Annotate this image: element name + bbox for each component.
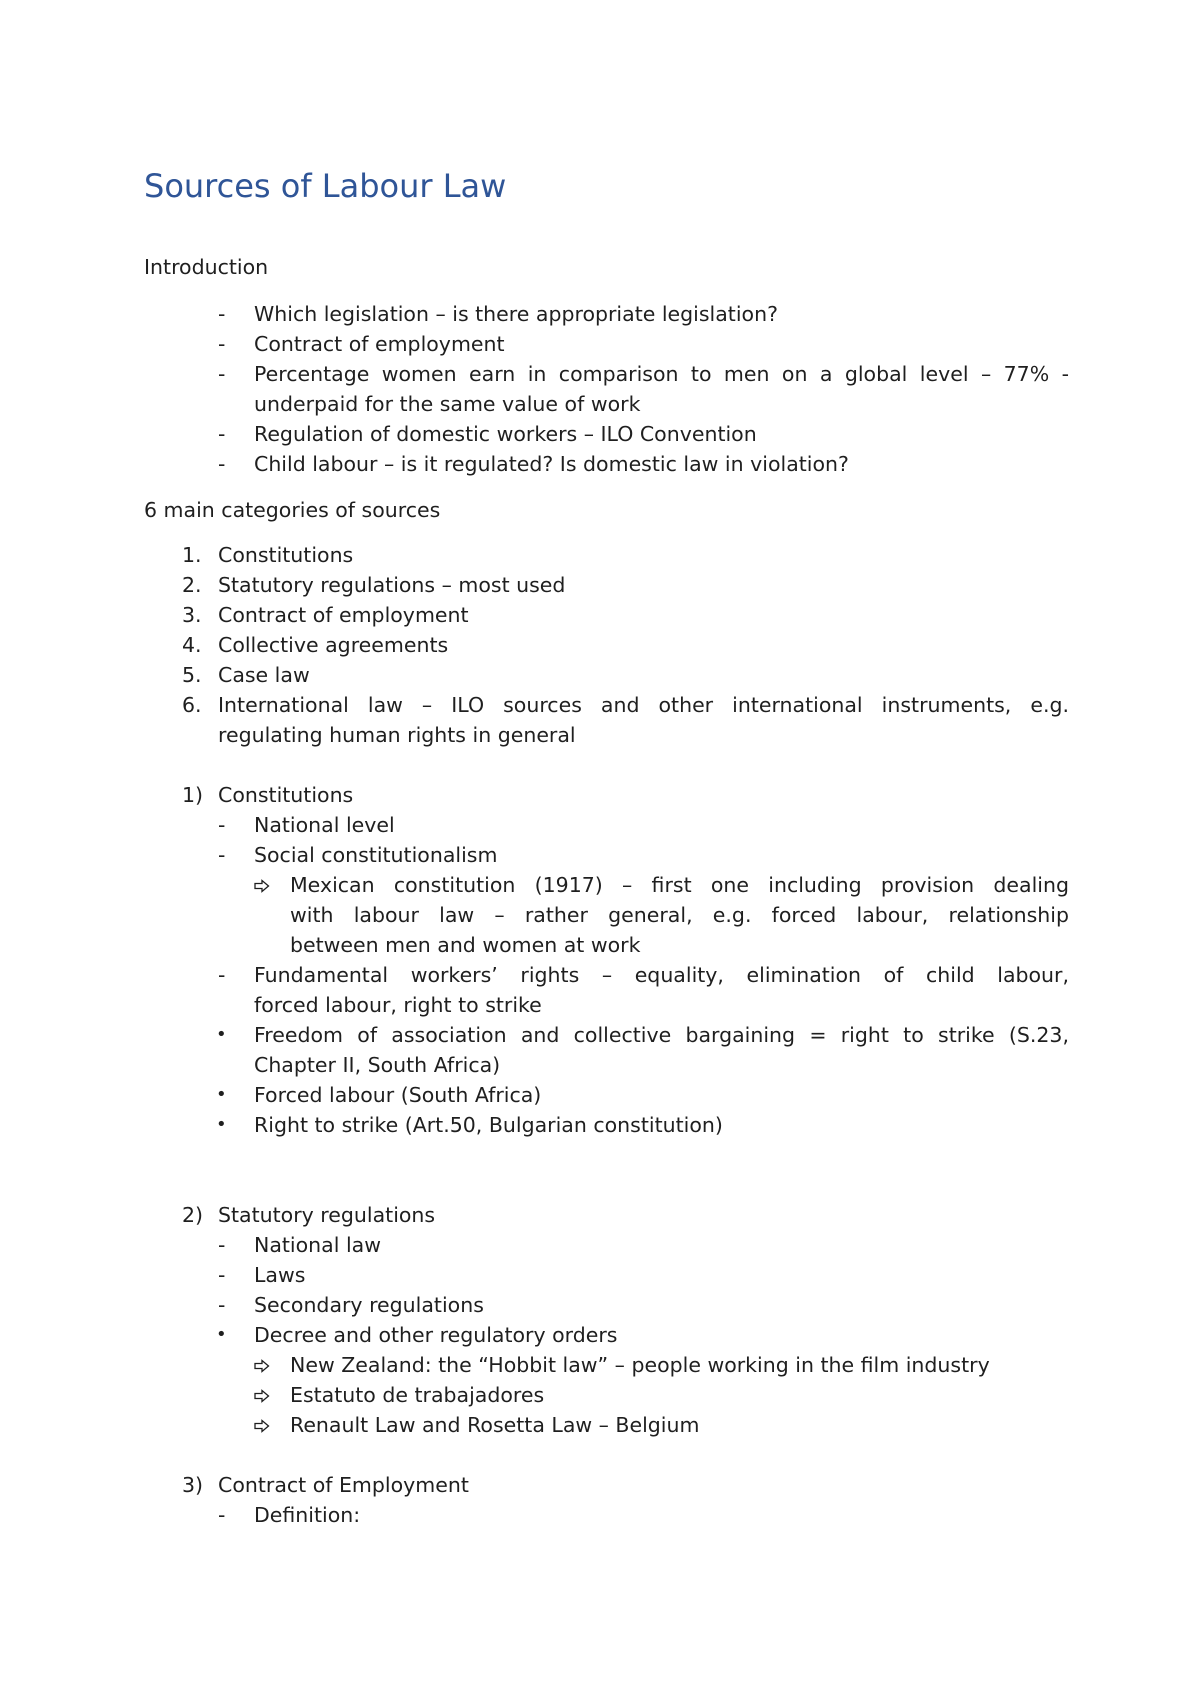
list-item-continued: forced labour, right to strike bbox=[254, 993, 542, 1017]
list-number: 2. bbox=[182, 573, 202, 597]
list-item: Estatuto de trabajadores bbox=[290, 1383, 545, 1407]
list-item: Renault Law and Rosetta Law – Belgium bbox=[290, 1413, 700, 1437]
dash-marker: - bbox=[218, 452, 226, 476]
section-heading: Constitutions bbox=[218, 783, 354, 807]
category-item: Statutory regulations – most used bbox=[218, 573, 566, 597]
categories-heading: 6 main categories of sources bbox=[144, 498, 441, 522]
category-item: International law – ILO sources and other international instruments, e.g. bbox=[218, 693, 1069, 717]
dash-marker: - bbox=[218, 332, 226, 356]
list-item: National law bbox=[254, 1233, 381, 1257]
list-item: Definition: bbox=[254, 1503, 361, 1527]
list-item: Laws bbox=[254, 1263, 306, 1287]
list-number: 5. bbox=[182, 663, 202, 687]
dash-marker: - bbox=[218, 422, 226, 446]
list-item: Fundamental workers’ rights – equality, elimination of child labour, bbox=[254, 963, 1069, 987]
intro-item: Percentage women earn in comparison to men on a global level – 77% - bbox=[254, 362, 1069, 386]
category-item: Contract of employment bbox=[218, 603, 469, 627]
dash-marker: - bbox=[218, 362, 226, 386]
list-item: Decree and other regulatory orders bbox=[254, 1323, 618, 1347]
dash-marker: - bbox=[218, 843, 226, 867]
page-title: Sources of Labour Law bbox=[144, 167, 507, 205]
intro-item-continued: underpaid for the same value of work bbox=[254, 392, 641, 416]
category-item-continued: regulating human rights in general bbox=[218, 723, 576, 747]
arrow-icon bbox=[254, 873, 270, 897]
list-item-continued: with labour law – rather general, e.g. forced labour, relationship bbox=[290, 903, 1069, 927]
list-item: New Zealand: the “Hobbit law” – people working in the film industry bbox=[290, 1353, 990, 1377]
section-number: 1) bbox=[182, 783, 204, 807]
list-item: Freedom of association and collective bargaining = right to strike (S.23, bbox=[254, 1023, 1069, 1047]
bullet-marker: • bbox=[216, 1024, 227, 1045]
arrow-icon bbox=[254, 1383, 270, 1407]
dash-marker: - bbox=[218, 813, 226, 837]
intro-item: Regulation of domestic workers – ILO Convention bbox=[254, 422, 757, 446]
bullet-marker: • bbox=[216, 1114, 227, 1135]
list-item: Right to strike (Art.50, Bulgarian constitution) bbox=[254, 1113, 723, 1137]
dash-marker: - bbox=[218, 963, 226, 987]
bullet-marker: • bbox=[216, 1324, 227, 1345]
intro-item: Child labour – is it regulated? Is domestic law in violation? bbox=[254, 452, 849, 476]
intro-item: Which legislation – is there appropriate legislation? bbox=[254, 302, 778, 326]
list-item: Mexican constitution (1917) – first one including provision dealing bbox=[290, 873, 1069, 897]
dash-marker: - bbox=[218, 302, 226, 326]
list-item-continued: Chapter II, South Africa) bbox=[254, 1053, 501, 1077]
dash-marker: - bbox=[218, 1503, 226, 1527]
intro-heading: Introduction bbox=[144, 255, 269, 279]
arrow-icon bbox=[254, 1413, 270, 1437]
list-item: Forced labour (South Africa) bbox=[254, 1083, 542, 1107]
section-number: 2) bbox=[182, 1203, 204, 1227]
section-heading: Contract of Employment bbox=[218, 1473, 469, 1497]
dash-marker: - bbox=[218, 1293, 226, 1317]
category-item: Case law bbox=[218, 663, 310, 687]
section-number: 3) bbox=[182, 1473, 204, 1497]
list-item: Secondary regulations bbox=[254, 1293, 484, 1317]
list-item: National level bbox=[254, 813, 395, 837]
list-number: 3. bbox=[182, 603, 202, 627]
intro-item: Contract of employment bbox=[254, 332, 505, 356]
section-heading: Statutory regulations bbox=[218, 1203, 436, 1227]
list-item: Social constitutionalism bbox=[254, 843, 498, 867]
list-number: 6. bbox=[182, 693, 202, 717]
bullet-marker: • bbox=[216, 1084, 227, 1105]
list-number: 1. bbox=[182, 543, 202, 567]
dash-marker: - bbox=[218, 1263, 226, 1287]
dash-marker: - bbox=[218, 1233, 226, 1257]
category-item: Collective agreements bbox=[218, 633, 449, 657]
list-number: 4. bbox=[182, 633, 202, 657]
category-item: Constitutions bbox=[218, 543, 354, 567]
arrow-icon bbox=[254, 1353, 270, 1377]
list-item-continued: between men and women at work bbox=[290, 933, 641, 957]
